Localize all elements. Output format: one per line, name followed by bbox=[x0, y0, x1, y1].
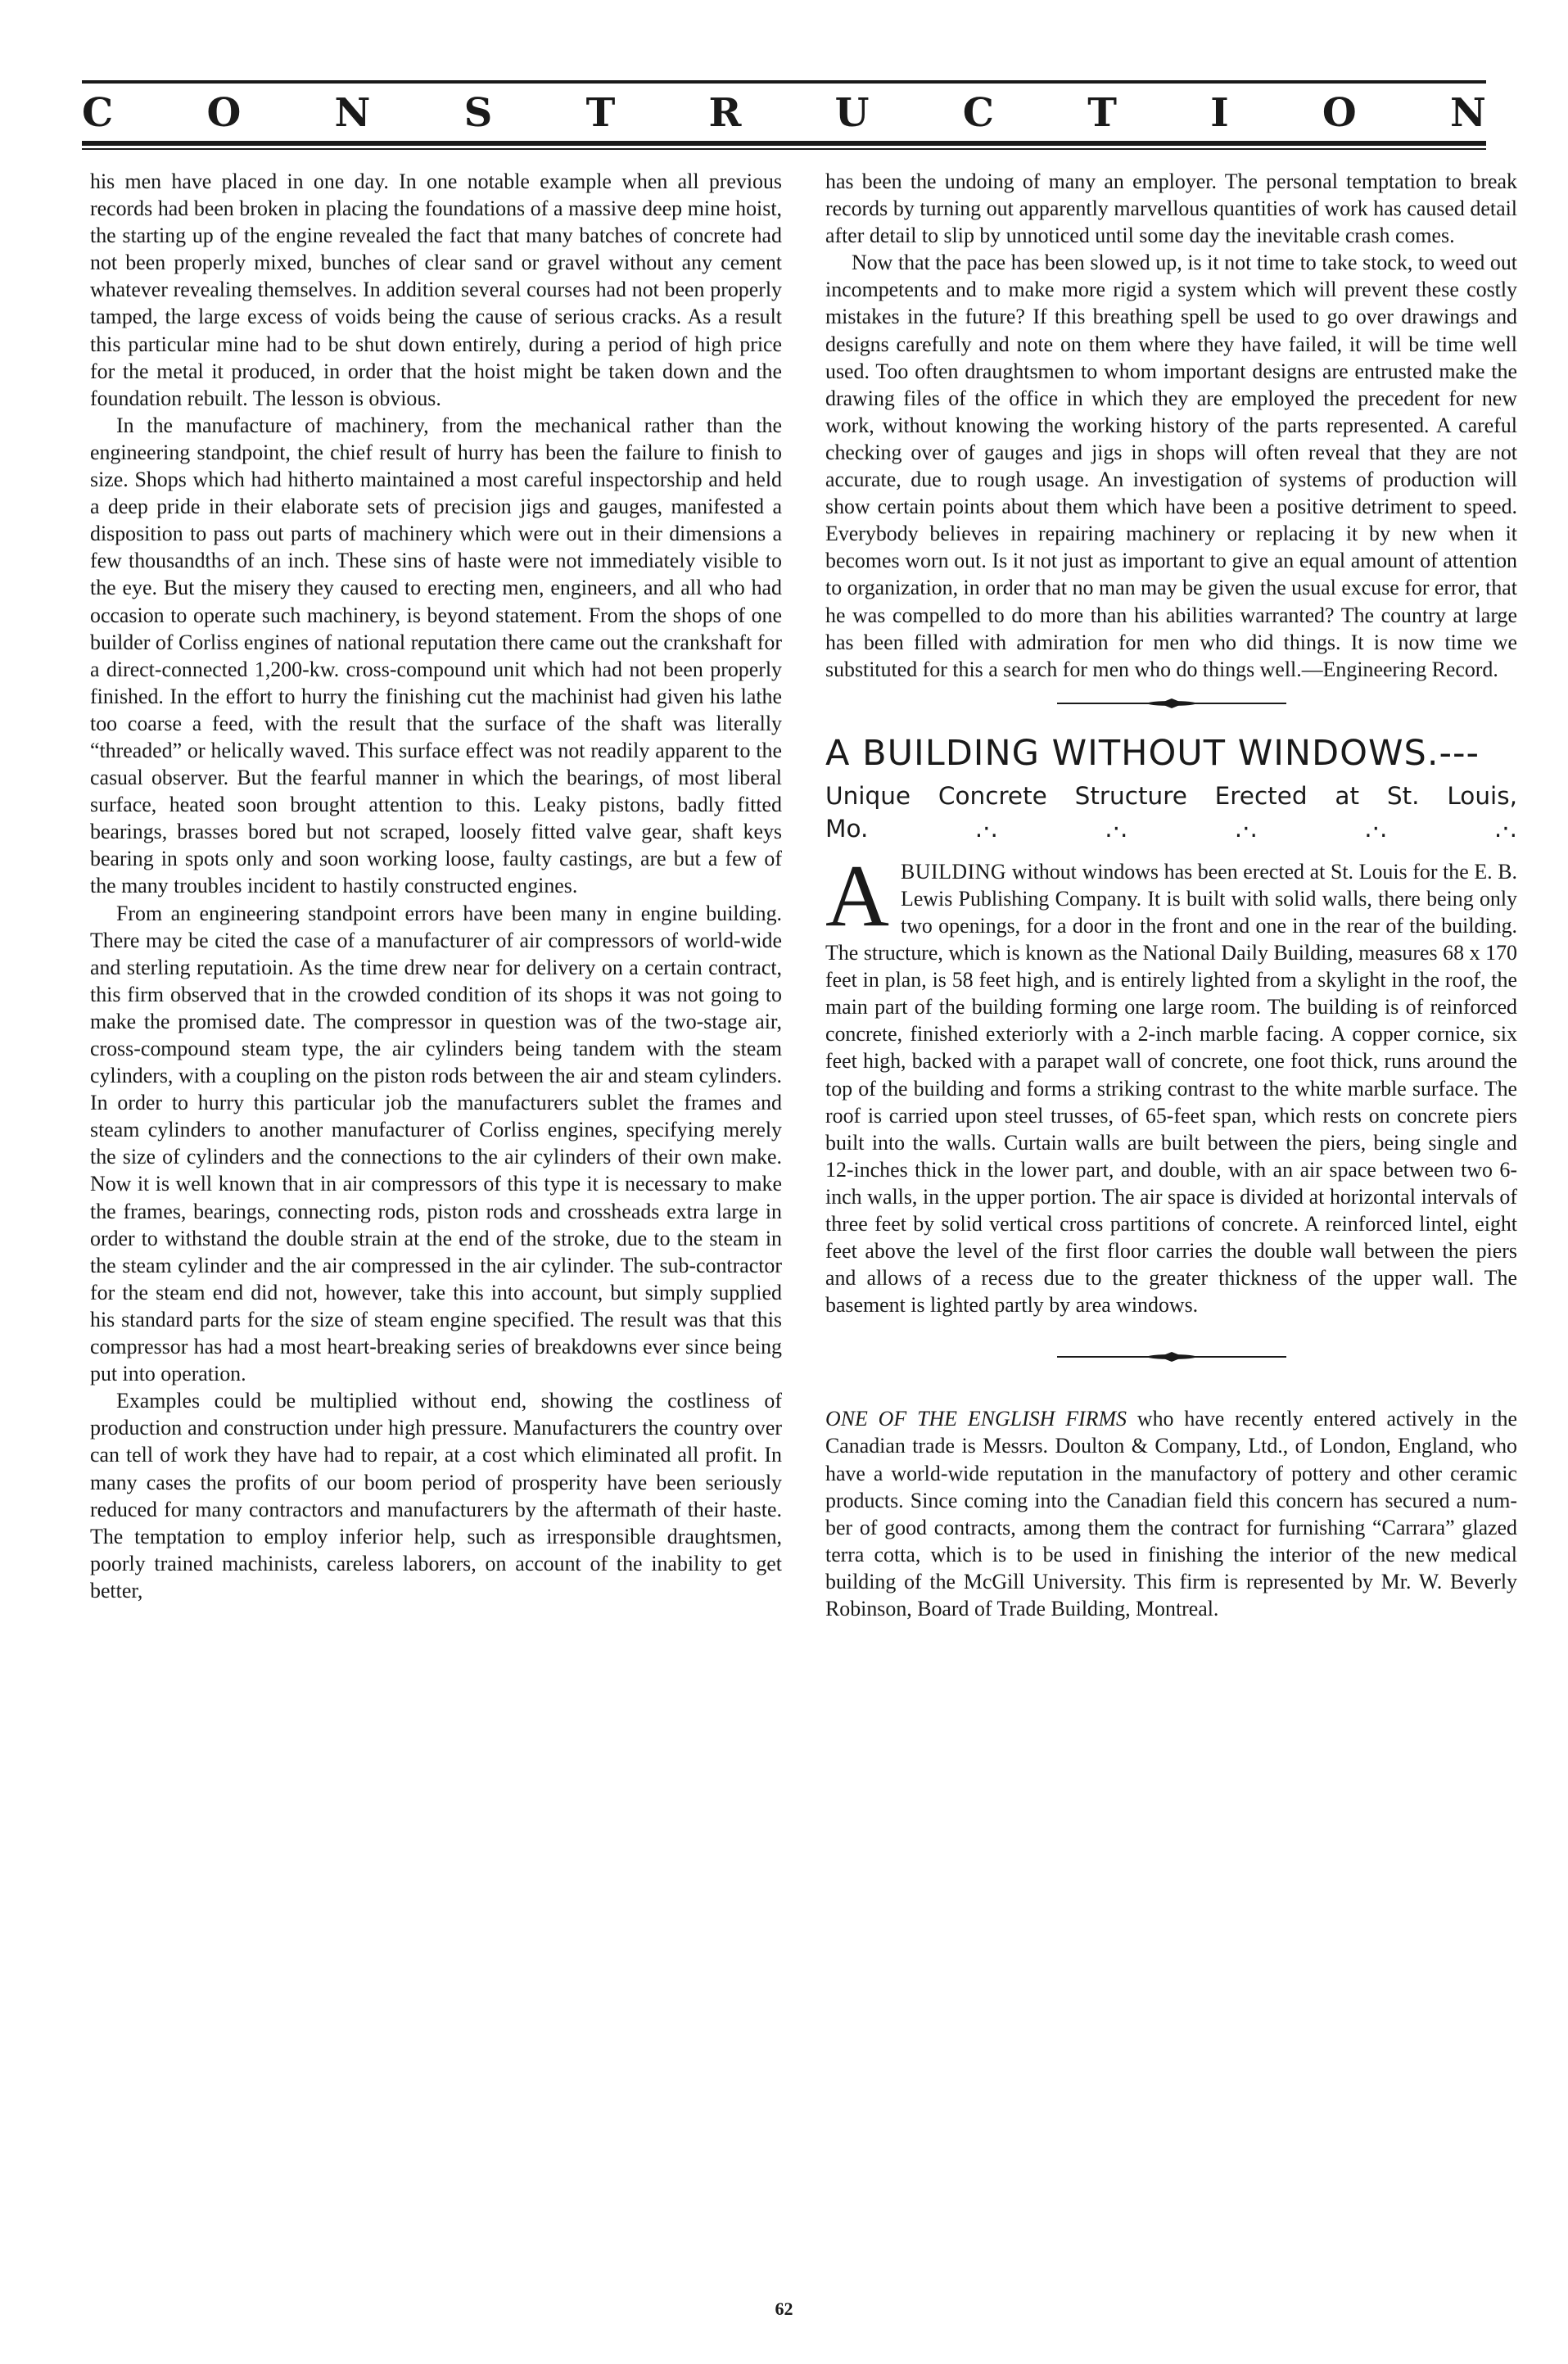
article-title: A BUILDING WITHOUT WINDOWS.--- bbox=[825, 732, 1480, 774]
subtitle-dots: .·. bbox=[1234, 814, 1258, 843]
paragraph: Now that the pace has been slowed up, is it not time to take stock, to weed out incompetents and to make more rigid a system which will prevent these costly mistakes in the future? If this breathing spell be used to go over drawings and designs carefully and note on them where they have failed, it will be time well used. Too often draughtsmen to whom important designs are entrusted make the drawing files of the office in which they are employed the precedent for new work, without knowing the working history of the parts represented. A careful checking over of gauges and jigs in shops will often reveal that they are not accurate, due to rough usage. An investigation of systems of production will show certain points about them which have been a positive detriment to speed. Everybody believes in repairing machinery or replacing it by new when it becomes worn out. Is it not just as important to give an equal amount of attention to organization, in order that no man may be given the usual excuse for error, that he was compelled to do more than his abilities warranted? The country at large has been filled with admiration for men who did things. It is now time we substituted for this a search for men who do things well.—Engineering Record. bbox=[825, 251, 1517, 681]
article-english-firms bbox=[825, 1405, 1517, 1622]
paragraph: In the manufacture of machinery, from the mechanical rather than the engineering standpoint, the chief result of hurry has been the failure to finish to size. Shops which had hitherto maintained a most careful inspectorship and held a deep pride in their elaborate sets of precision jigs and gauges, manifested a disposition to pass out parts of machinery which were out in their dimensions a few thousandths of an inch. These sins of haste were not immediately visible to the eye. But the misery they caused to erecting men, engineers, and all who had occasion to operate such machinery, is beyond statement. From the shops of one builder of Corliss engines of national reputation there came out the crankshaft for a direct-connected 1,200-kw. cross-compound unit which had not been properly finished. In the effort to hurry the finishing cut the machinist had given his lathe too coarse a feed, with the result that the surface of the shaft was literally “threaded” or helically waved. This surface effect was not readily apparent to the casual observer. But the fearful manner in which the bearings, of most liberal surface, heated soon brought attention to this. Leaky pistons, badly fitted bearings, brasses bored but not scraped, loosely fitted valve gear, shaft keys bearing in spots only and soon working loose, faulty castings, are but a few of the many troubles incident to hastily constructed engines. bbox=[90, 413, 782, 898]
paragraph: his men have placed in one day. In one notable example when all previous records had been broken in placing the foundations of a massive deep mine hoist, the starting up of the engine revealed the fact that many batches of concrete had not been properly mixed, bunches of clear sand or gravel without any cement whatever revealing themselves. In addition several courses had not been properly tamped, the large excess of voids being the cause of serious cracks. As a result this particular mine had to be shut down entirely, during a period of high price for the metal it produced, in order that the hoist might be taken down and the foundation rebuilt. The lesson is obvious. bbox=[90, 170, 782, 410]
subtitle-end: Mo. bbox=[825, 814, 869, 843]
masthead-letter: C bbox=[962, 90, 994, 136]
masthead-letter: N bbox=[334, 90, 371, 136]
lead-phrase: ONE OF THE ENGLISH FIRMS bbox=[825, 1407, 1127, 1431]
masthead-letter: R bbox=[708, 90, 742, 136]
masthead-letter: T bbox=[585, 90, 616, 136]
masthead-bottom-rule bbox=[82, 141, 1486, 146]
masthead-letter: O bbox=[206, 90, 242, 136]
article-subtitle-line2 bbox=[825, 812, 1517, 845]
subtitle-dots: .·. bbox=[974, 814, 998, 843]
left-column bbox=[90, 168, 782, 1604]
masthead-bottom-thin-rule bbox=[82, 148, 1486, 150]
article-subtitle: Unique Concrete Structure Erected at St. Louis, bbox=[825, 781, 1517, 810]
subtitle-dots: .·. bbox=[1364, 814, 1388, 843]
article-building-without-windows bbox=[825, 732, 1517, 1319]
masthead-letter: C bbox=[82, 90, 114, 136]
masthead-letter: N bbox=[1449, 90, 1486, 136]
masthead-letter: S bbox=[463, 90, 493, 136]
page-number: 62 bbox=[775, 2298, 793, 2319]
article-body bbox=[825, 847, 1517, 1319]
masthead-top-rule bbox=[82, 80, 1486, 84]
ornament-divider bbox=[1057, 698, 1286, 709]
masthead-letter: T bbox=[1087, 90, 1117, 136]
masthead-letter: O bbox=[1322, 90, 1357, 136]
lead-word: BUILDING bbox=[901, 859, 1007, 884]
ornament-divider bbox=[1057, 1351, 1286, 1363]
right-column bbox=[825, 168, 1517, 1622]
subtitle-dots: .·. bbox=[1105, 814, 1128, 843]
paragraph: From an engineering standpoint errors have been many in engine building. There may be cited the case of a manufacturer of air compressors of world-wide and sterling reputatioin. As the time drew near for delivery on a certain contract, this firm observed that in the crowded condition of its shops it was not going to make the promised date. The compressor in question was of the two-stage air, cross-compound steam type, the air cylinders being tandem with the steam cylinders, with a coupling on the piston rods between the air and steam cylinders. In order to hurry this particular job the manufacturers sublet the frames and steam cylinders to another manufacturer of Corliss engines, specifying merely the size of cylinders and the connections to the air cylinders of their own make. Now it is well known that in air compressors of this type it is necessary to make the frames, bearings, connecting rods, piston rods and crossheads extra large in order to withstand the double strain at the end of the stroke, due to the steam in the steam cylinder and the air compressed in the air cylinder. The sub-contractor for the steam end did not, however, take this into account, but simply supplied his standard parts for the size of steam engine specified. The result was that this compressor has had a most heart-breaking series of breakdowns ever since being put into operation. bbox=[90, 901, 782, 1386]
subtitle-dots: .·. bbox=[1493, 814, 1517, 843]
article-body-text: without windows has been erected at St. Louis for the E. B. Lewis Publishing Company. It is built with solid walls, there being only two openings, for a door in the front and one in the rear of the building. The structure, which is known as the National Daily Building, measures 68 x 170 feet in plan, is 58 feet high, and is entirely lighted from a skylight in the roof, the main part of the building forming one large room. The building is of reinforced concrete, finished exteriorly with a 2-inch marble facing. A copper cornice, six feet high, backed with a parapet wall of concrete, one foot thick, runs around the top of the building and forms a striking contrast to the white marble surface. The roof is carried upon steel trusses, of 65-feet span, which rests on concrete piers built into the walls. Curtain walls are built between the piers, being single and 12-inches thick in the lower part, and double, with an air space between two 6-inch walls, in the upper portion. The air space is divided at horizontal intervals of three feet by solid vertical cross partitions of concrete. A reinforced lintel, eight feet above the level of the first floor carries the double wall between the piers and allows of a recess due to the greater thickness of the upper wall. The basement is lighted partly by area windows. bbox=[825, 859, 1517, 1318]
masthead bbox=[82, 88, 1486, 138]
paragraph: has been the undoing of many an employer. The personal temptation to break records by turning out apparently marvellous quantities of work has caused detail after detail to slip by unnoticed until some day the inevitable crash comes. bbox=[825, 170, 1517, 248]
masthead-letter: I bbox=[1210, 90, 1229, 136]
article-body-text: who have recently entered actively in the Canadian trade is Messrs. Doulton & Company, Ltd., of London, England, who have a world-wide reputation in the manufactory of pottery and other ceramic products. Since coming into the Canadian field this concern has secured a number of good contracts, among them the contract for furnishing “Carrara” glazed terra cotta, which is to be used in finishing the interior of the new medical building of the McGill University. This firm is represented by Mr. W. Beverly Robinson, Board of Trade Building, Montreal. bbox=[825, 1407, 1517, 1621]
masthead-letter: U bbox=[834, 90, 870, 136]
paragraph: Examples could be multiplied without end, showing the costliness of production and construction under high pressure. Manufacturers the country over can tell of work they have had to repair, at a cost which eliminated all profit. In many cases the profits of our boom period of prosperity have been seriously reduced for many contractors and manufacturers by the aftermath of their haste. The temptation to employ inferior help, such as irresponsible draughtsmen, poorly trained machinists, careless laborers, on account of the inability to get better, bbox=[90, 1389, 782, 1602]
drop-cap: A bbox=[825, 847, 889, 945]
